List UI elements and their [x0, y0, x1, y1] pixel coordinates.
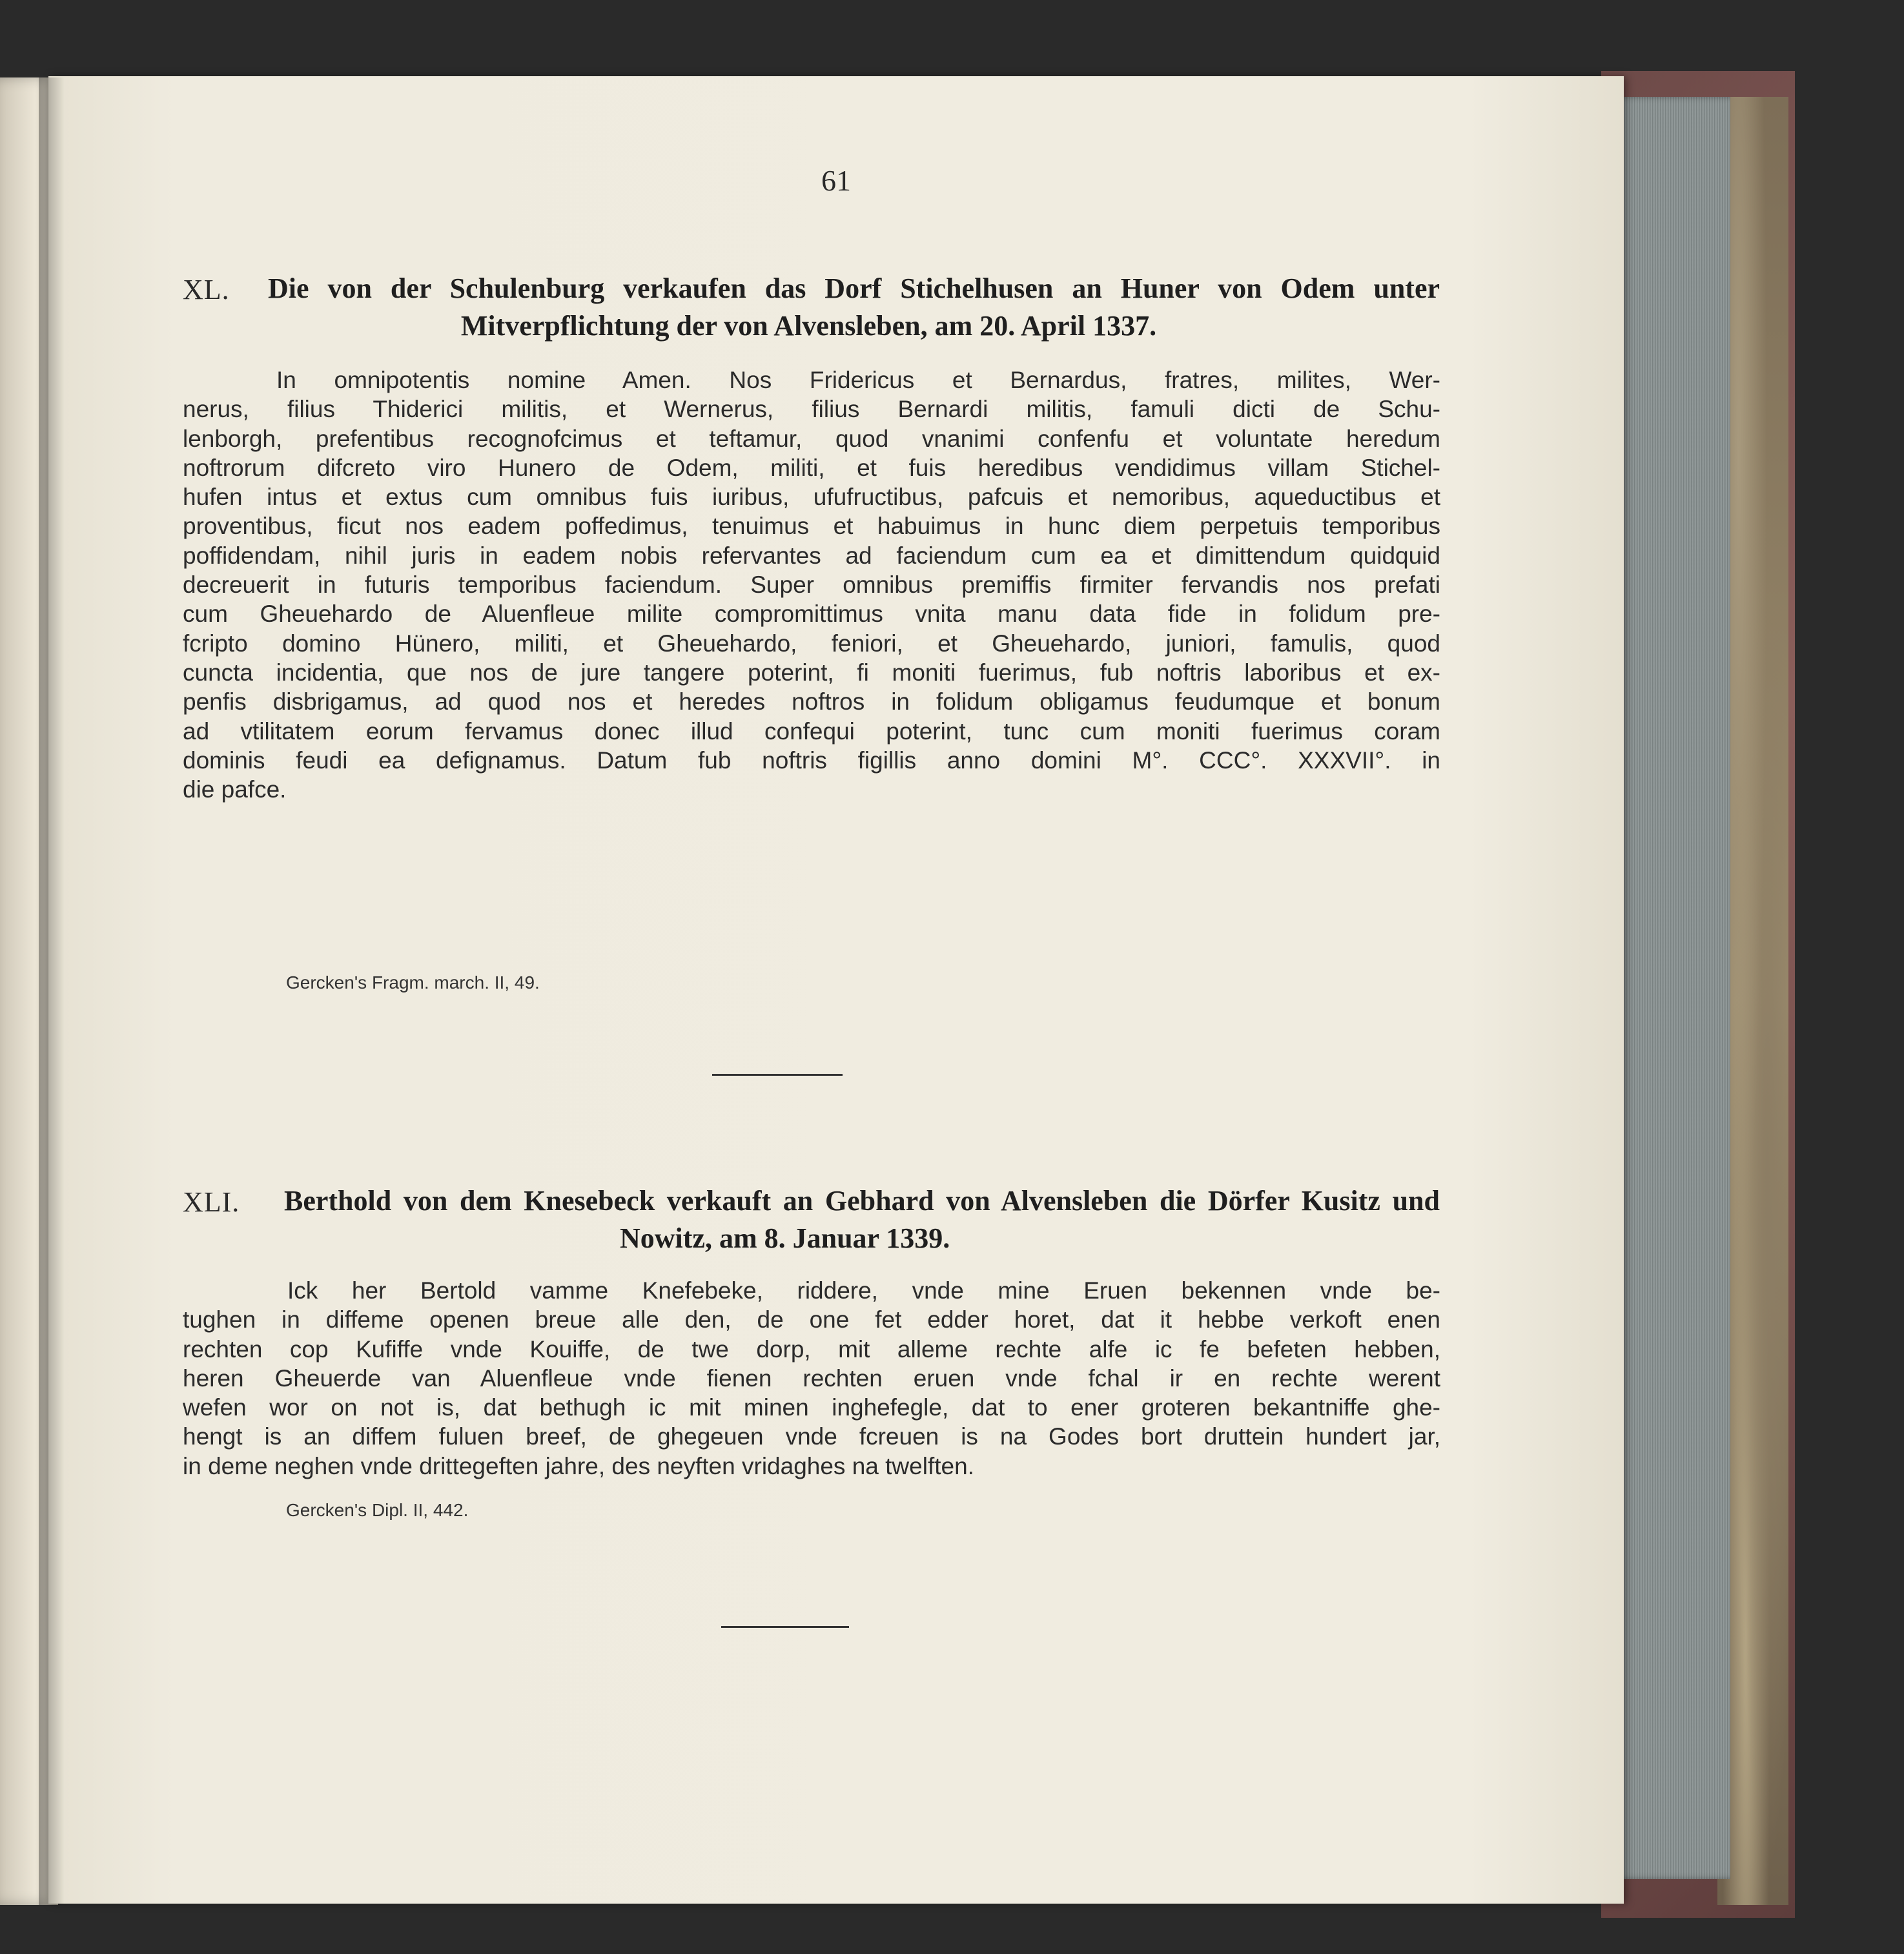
book-gutter-shadow	[39, 77, 65, 1905]
body-line: noftrorum difcreto viro Hunero de Odem, militi, et fuis heredibus vendidimus villam Stichel-	[183, 454, 1440, 481]
body-line: heren Gheuerde van Aluenfleue vnde fienen rechten eruen vnde fchal ir en rechte werent	[183, 1364, 1440, 1392]
body-line: wefen wor on not is, dat bethugh ic mit minen inghefegle, dat to ener groteren bekantniffe ghe-	[183, 1394, 1440, 1421]
heading-line: Berthold von dem Knesebeck verkauft an Gebhard von Alvensleben die Dörfer Kusitz und	[284, 1185, 1440, 1217]
body-line: cuncta incidentia, que nos de jure tangere poterint, fi moniti fuerimus, fub noftris laboribus et ex-	[183, 659, 1440, 686]
body-line: proventibus, ficut nos eadem poffedimus, tenuimus et habuimus in hunc diem perpetuis temporibus	[183, 513, 1440, 540]
body-line: ad vtilitatem eorum fervamus donec illud confequi poterint, tunc cum moniti fuerimus coram	[183, 717, 1440, 745]
body-line: fcripto domino Hünero, militi, et Gheuehardo, feniori, et Gheuehardo, juniori, famulis, quod	[183, 630, 1440, 657]
page-block-edges	[1614, 97, 1730, 1879]
body-line: Ick her Bertold vamme Knefebeke, riddere, vnde mine Eruen bekennen vnde be-	[287, 1277, 1440, 1304]
document-body-xli	[183, 1276, 1440, 1481]
document-number-xl: XL.	[183, 274, 230, 305]
body-line: nerus, filius Thiderici militis, et Wernerus, filius Bernardi militis, famuli dicti de Schu-	[183, 396, 1440, 423]
document-body-xl	[183, 365, 1440, 804]
source-citation-xl: Gercken's Fragm. march. II, 49.	[286, 972, 540, 992]
section-divider	[721, 1626, 849, 1628]
book-page	[48, 76, 1624, 1904]
body-line: cum Gheuehardo de Aluenfleue milite compromittimus vnita manu data fide in folidum pre-	[183, 601, 1440, 628]
section-divider	[712, 1074, 843, 1076]
body-line: rechten cop Kufiffe vnde Kouiffe, de twe dorp, mit alleme rechte alfe ic fe befeten hebben,	[183, 1335, 1440, 1363]
body-line: decreuerit in futuris temporibus faciendum. Super omnibus premiffis firmiter fervandis nos prefati	[183, 571, 1440, 599]
document-number-xli: XLI.	[183, 1186, 240, 1218]
body-line: lenborgh, prefentibus recognofcimus et teftamur, quod vnanimi confenfu et voluntate heredum	[183, 425, 1440, 452]
body-line: hengt is an diffem fuluen breef, de ghegeuen vnde fcreuen is na Godes bort druttein hundert jar,	[183, 1423, 1440, 1450]
body-line: dominis feudi ea defignamus. Datum fub noftris figillis anno domini M°. CCC°. XXXVII°. in	[183, 746, 1440, 774]
body-line: tughen in diffeme openen breue alle den, de one fet edder horet, dat it hebbe verkoft enen	[183, 1306, 1440, 1333]
body-line: die pafce.	[183, 776, 287, 803]
body-line: In omnipotentis nomine Amen. Nos Fridericus et Bernardus, fratres, milites, Wer-	[276, 367, 1440, 393]
body-line: in deme neghen vnde drittegeften jahre, des neyften vridaghes na twelften.	[183, 1452, 974, 1479]
page-number: 61	[821, 164, 851, 197]
heading-line: Mitverpflichtung der von Alvensleben, am 20. April 1337.	[460, 310, 1157, 342]
source-citation-xli: Gercken's Dipl. II, 442.	[286, 1500, 469, 1520]
heading-line: Die von der Schulenburg verkaufen das Dorf Stichelhusen an Huner von Odem unter	[268, 273, 1440, 304]
document-heading-xl	[268, 270, 1440, 345]
body-line: poffidendam, nihil juris in eadem nobis refervantes ad faciendum cum ea et dimittendum quidquid	[183, 542, 1440, 569]
body-line: hufen intus et extus cum omnibus fuis iuribus, ufufructibus, pafcuis et nemoribus, aqueductibus et	[183, 484, 1440, 511]
heading-line: Nowitz, am 8. Januar 1339.	[620, 1222, 950, 1254]
body-line: penfis disbrigamus, ad quod nos et heredes noftros in folidum obligamus feudumque et bonum	[183, 688, 1440, 715]
document-heading-xli	[284, 1182, 1440, 1257]
